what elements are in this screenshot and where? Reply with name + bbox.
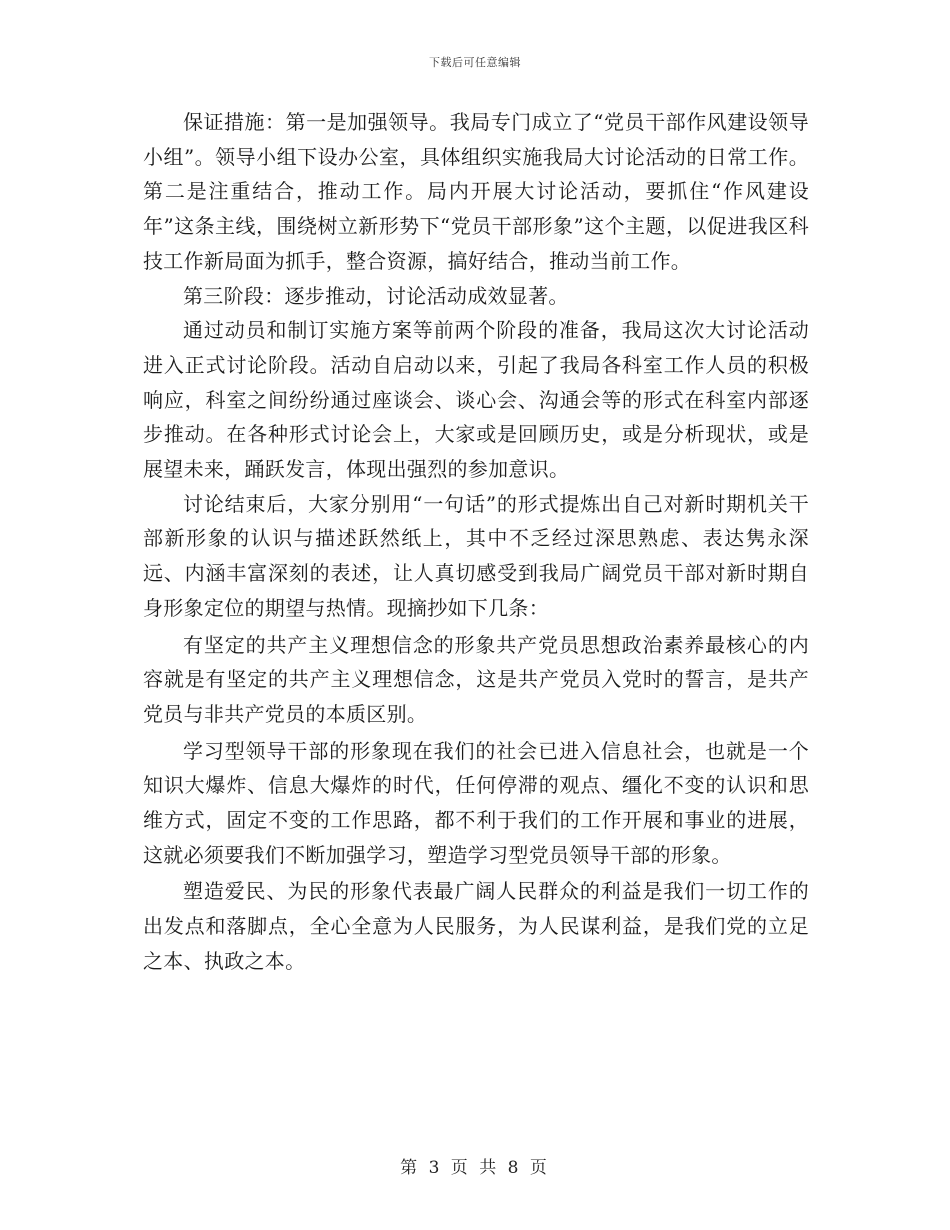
- page-number: 第 3 页 共 8 页: [400, 1158, 550, 1178]
- page-header: 下载后可任意编辑: [429, 56, 521, 69]
- paragraph-guarantee-measures: 保证措施：第一是加强领导。我局专门成立了“党员干部作风建设领导小组”。领导小组下设办公室，具体组织实施我局大讨论活动的日常工作。第二是注重结合，推动工作。局内开展大讨论活动，要抓住“作风建设年”这条主线，围绕树立新形势下“党员干部形象”这个主题，以促进我区科技工作新局面为抓手，整合资源，搞好结合，推动当前工作。: [143, 110, 809, 273]
- paragraph-discussion-results: 讨论结束后，大家分别用“一句话”的形式提炼出自己对新时期机关干部新形象的认识与描述跃然纸上，其中不乏经过深思熟虑、表达隽永深远、内涵丰富深刻的表述，让人真切感受到我局广阔党员干部对新时期自身形象定位的期望与热情。现摘抄如下几条：: [143, 491, 809, 620]
- paragraph-learning-cadre: 学习型领导干部的形象现在我们的社会已进入信息社会，也就是一个知识大爆炸、信息大爆炸的时代，任何停滞的观点、缰化不变的认识和思维方式，固定不变的工作思路，都不利于我们的工作开展和事业的进展，这就必须要我们不断加强学习，塑造学习型党员领导干部的形象。: [143, 738, 809, 867]
- paragraph-stage-three-heading: 第三阶段：逐步推动，讨论活动成效显著。: [183, 283, 569, 308]
- document-body: [143, 105, 809, 979]
- paragraph-discussion-stage: 通过动员和制订实施方案等前两个阶段的准备，我局这次大讨论活动进入正式讨论阶段。活动自启动以来，引起了我局各科室工作人员的积极响应，科室之间纷纷通过座谈会、谈心会、沟通会等的形式在科室内部逐步推动。在各种形式讨论会上，大家或是回顾历史，或是分析现状，或是展望未来，踊跃发言，体现出强烈的参加意识。: [143, 318, 809, 482]
- paragraph-serve-people: 塑造爱民、为民的形象代表最广阔人民群众的利益是我们一切工作的出发点和落脚点，全心全意为人民服务，为人民谋利益，是我们党的立足之本、执政之本。: [143, 879, 809, 973]
- paragraph-ideal-belief: 有坚定的共产主义理想信念的形象共产党员思想政治素养最核心的内容就是有坚定的共产主义理想信念，这是共产党员入党时的誓言，是共产党员与非共产党员的本质区别。: [143, 632, 809, 726]
